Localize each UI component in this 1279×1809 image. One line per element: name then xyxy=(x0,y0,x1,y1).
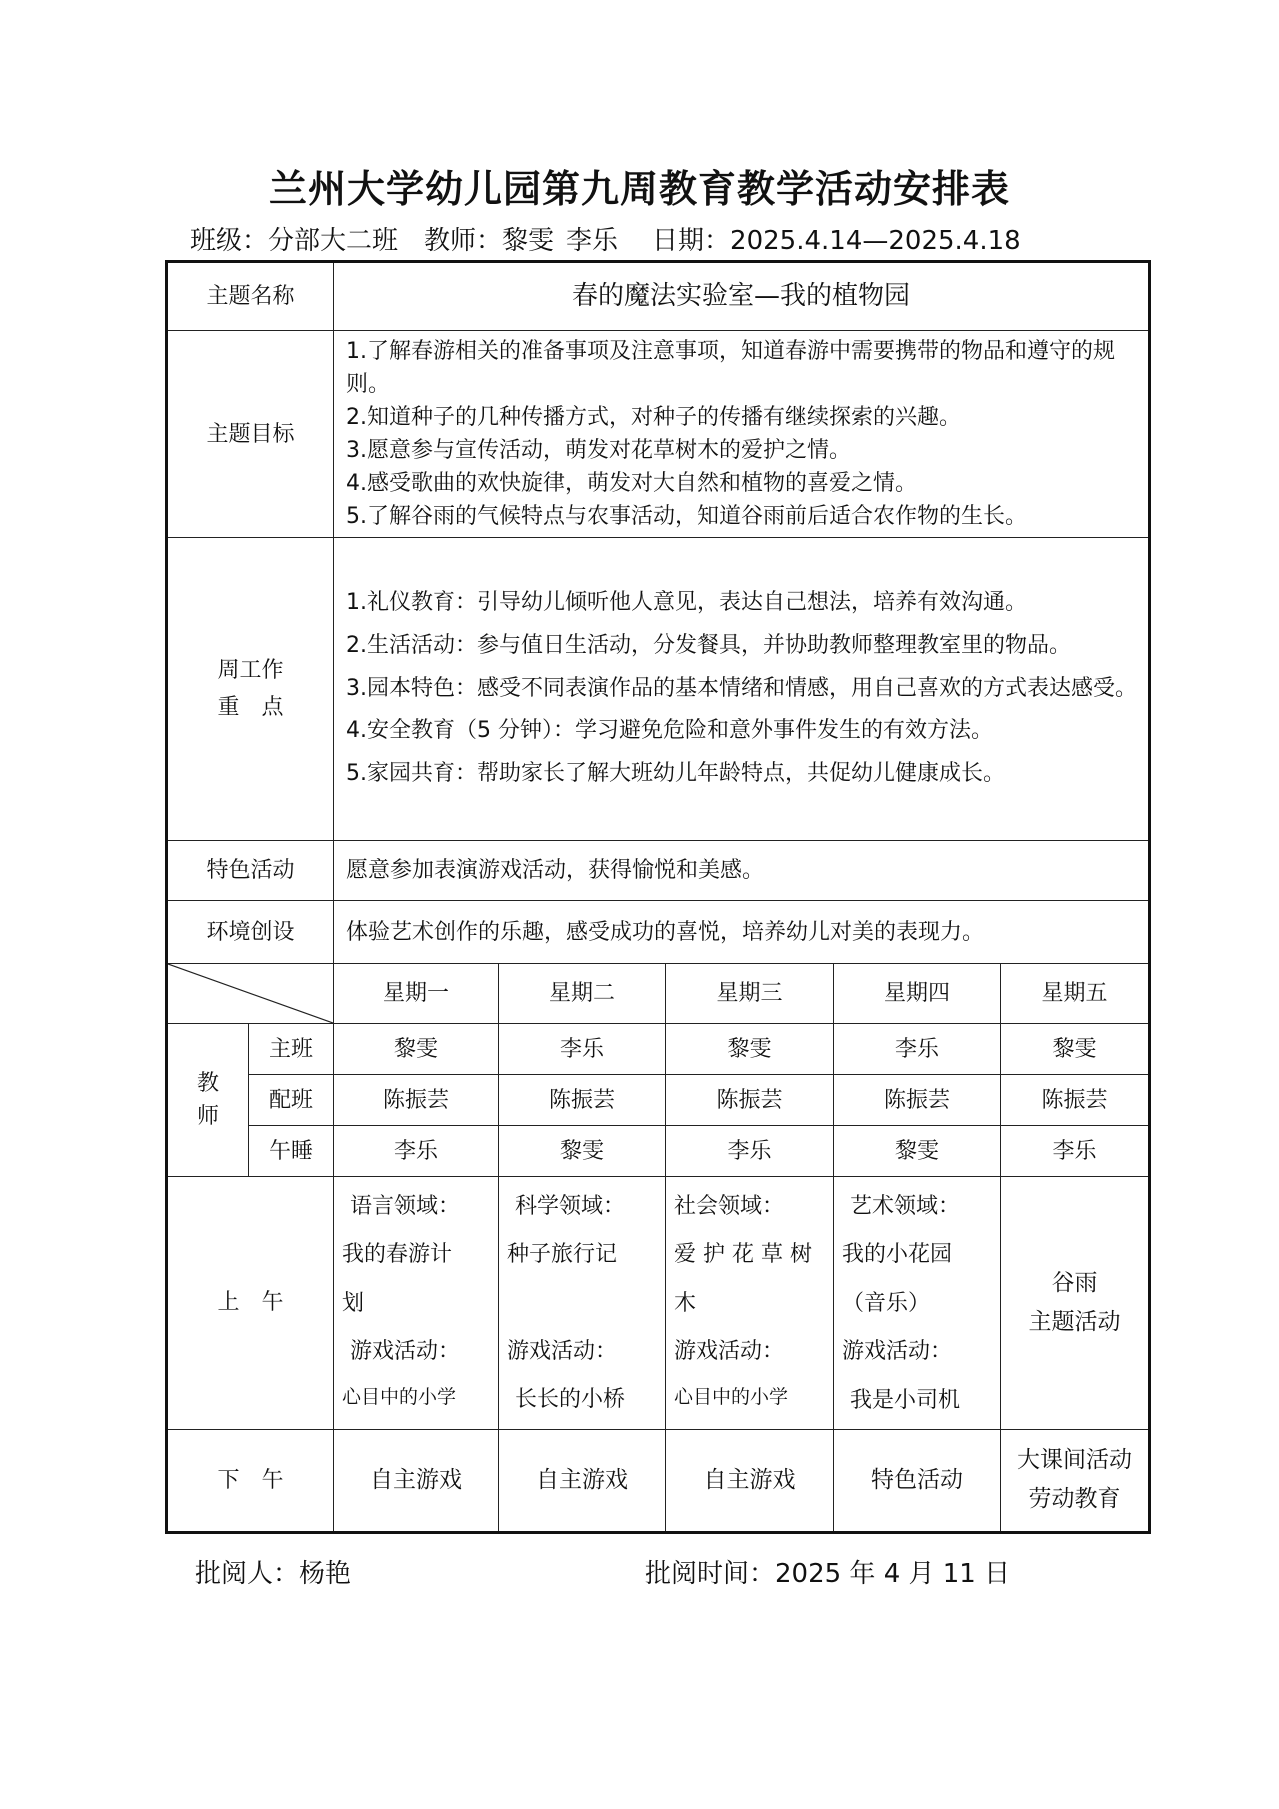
review-time-label: 批阅时间：2025 年 4 月 11 日 xyxy=(645,1559,1011,1589)
morning-game-label: 游戏活动： xyxy=(674,1339,785,1365)
teacher-role: 配班 xyxy=(249,1075,334,1126)
day-header-tue: 星期二 xyxy=(499,964,666,1024)
focus-item: 2.生活活动：参与值日生活动，分发餐具，并协助教师整理教室里的物品。 xyxy=(346,632,1072,658)
morning-cell-fri xyxy=(1001,1177,1150,1430)
teacher-role: 主班 xyxy=(249,1024,334,1075)
morning-cell-tue xyxy=(499,1177,666,1430)
reviewer-label: 批阅人：杨艳 xyxy=(195,1559,352,1589)
teacher-name: 李乐 xyxy=(834,1024,1001,1075)
morning-cell-wed xyxy=(666,1177,834,1430)
afternoon-fri-line1: 大课间活动 xyxy=(1017,1447,1133,1474)
afternoon-label: 下 午 xyxy=(167,1429,334,1532)
page-title: 兰州大学幼儿园第九周教育教学活动安排表 xyxy=(268,167,1010,211)
teacher-name: 黎雯 xyxy=(834,1126,1001,1177)
morning-lesson-cont: （音乐） xyxy=(842,1290,931,1316)
theme-goal-row xyxy=(167,331,1150,538)
diagonal-line xyxy=(168,964,333,1023)
focus-item: 4.安全教育（5 分钟）：学习避免危险和意外事件发生的有效方法。 xyxy=(346,718,993,744)
teacher-side-char-2: 师 xyxy=(196,1104,219,1129)
focus-item: 5.家园共育：帮助家长了解大班幼儿年龄特点，共促幼儿健康成长。 xyxy=(346,761,1006,787)
days-header-row xyxy=(167,964,1150,1024)
afternoon-row xyxy=(167,1429,1150,1532)
afternoon-cell-fri xyxy=(1001,1429,1150,1532)
teacher-name: 陈振芸 xyxy=(666,1075,834,1126)
weekly-focus-label-line2: 重 点 xyxy=(217,695,284,720)
morning-lesson: 我的小花园 xyxy=(842,1242,953,1268)
morning-lesson-cont: 木 xyxy=(674,1290,697,1316)
special-activity-row xyxy=(167,841,1150,901)
teacher-name: 李乐 xyxy=(666,1126,834,1177)
theme-name-row xyxy=(167,262,1150,331)
focus-item: 1.礼仪教育：引导幼儿倾听他人意见，表达自己想法，培养有效沟通。 xyxy=(346,589,1028,615)
teacher-name: 陈振芸 xyxy=(834,1075,1001,1126)
morning-game: 我是小司机 xyxy=(850,1387,961,1413)
goal-item: 1.了解春游相关的准备事项及注意事项，知道春游中需要携带的物品和遵守的规则。 xyxy=(346,339,1116,397)
teacher-name: 陈振芸 xyxy=(499,1075,666,1126)
afternoon-cell-tue: 自主游戏 xyxy=(499,1429,666,1532)
special-activity-value: 愿意参加表演游戏活动，获得愉悦和美感。 xyxy=(334,841,1150,901)
goal-item: 5.了解谷雨的气候特点与农事活动，知道谷雨前后适合农作物的生长。 xyxy=(346,504,1028,529)
teacher-side-label xyxy=(167,1024,249,1177)
morning-cell-mon xyxy=(334,1177,499,1430)
morning-domain: 艺术领域： xyxy=(850,1194,961,1219)
day-header-thu: 星期四 xyxy=(834,964,1001,1024)
teacher-name: 李乐 xyxy=(499,1024,666,1075)
class-info-line xyxy=(190,220,1021,257)
morning-game: 长长的小桥 xyxy=(515,1387,626,1413)
teacher-role: 午睡 xyxy=(249,1126,334,1177)
morning-fri-line2: 主题活动 xyxy=(1028,1308,1121,1335)
theme-goal-label: 主题目标 xyxy=(167,331,334,538)
diagonal-header-cell xyxy=(167,964,334,1024)
teacher2-label: 李乐 xyxy=(566,226,619,256)
morning-domain: 科学领域： xyxy=(515,1194,626,1219)
theme-name-label: 主题名称 xyxy=(167,262,334,331)
teacher-name: 陈振芸 xyxy=(334,1075,499,1126)
afternoon-cell-thu: 特色活动 xyxy=(834,1429,1001,1532)
weekly-focus-label xyxy=(167,538,334,841)
teacher-name: 黎雯 xyxy=(499,1126,666,1177)
environment-row xyxy=(167,901,1150,964)
morning-game-label: 游戏活动： xyxy=(507,1338,618,1364)
theme-name-value: 春的魔法实验室—我的植物园 xyxy=(334,262,1150,331)
teacher-label: 教师：黎雯 xyxy=(424,226,555,256)
morning-lesson-cont: 划 xyxy=(342,1290,365,1316)
teacher-row-main xyxy=(167,1024,1150,1075)
goal-item: 2.知道种子的几种传播方式，对种子的传播有继续探索的兴趣。 xyxy=(346,405,962,430)
weekly-focus-label-line1: 周工作 xyxy=(217,657,284,683)
morning-game-label: 游戏活动： xyxy=(842,1339,953,1365)
morning-lesson: 爱 护 花 草 树 xyxy=(674,1242,812,1268)
goal-item: 4.感受歌曲的欢快旋律，萌发对大自然和植物的喜爱之情。 xyxy=(346,471,918,496)
teacher-side-char-1: 教 xyxy=(196,1071,219,1096)
morning-cell-thu xyxy=(834,1177,1001,1430)
goal-item: 3.愿意参与宣传活动，萌发对花草树木的爱护之情。 xyxy=(346,438,852,463)
day-header-wed: 星期三 xyxy=(666,964,834,1024)
morning-game-label: 游戏活动： xyxy=(350,1339,461,1365)
morning-game: 心目中的小学 xyxy=(342,1385,457,1408)
teacher-name: 李乐 xyxy=(334,1126,499,1177)
afternoon-fri-line2: 劳动教育 xyxy=(1028,1486,1121,1513)
morning-fri-line1: 谷雨 xyxy=(1051,1269,1098,1296)
teacher-name: 黎雯 xyxy=(334,1024,499,1075)
afternoon-cell-mon: 自主游戏 xyxy=(334,1429,499,1532)
theme-goal-list xyxy=(334,331,1150,538)
teacher-row-nap xyxy=(167,1126,1150,1177)
afternoon-cell-wed: 自主游戏 xyxy=(666,1429,834,1532)
teacher-name: 李乐 xyxy=(1001,1126,1150,1177)
focus-item: 3.园本特色：感受不同表演作品的基本情绪和情感，用自己喜欢的方式表达感受。 xyxy=(346,675,1138,701)
date-label: 日期：2025.4.14—2025.4.18 xyxy=(652,226,1021,256)
morning-domain: 社会领域： xyxy=(674,1194,785,1219)
environment-value: 体验艺术创作的乐趣，感受成功的喜悦，培养幼儿对美的表现力。 xyxy=(334,901,1150,964)
day-header-fri: 星期五 xyxy=(1001,964,1150,1024)
weekly-focus-row xyxy=(167,538,1150,841)
teacher-name: 黎雯 xyxy=(1001,1024,1150,1075)
special-activity-label: 特色活动 xyxy=(167,841,334,901)
morning-lesson: 种子旅行记 xyxy=(507,1242,618,1268)
weekly-focus-list xyxy=(334,538,1150,841)
class-label: 班级：分部大二班 xyxy=(190,226,399,256)
morning-label: 上 午 xyxy=(167,1177,334,1430)
teacher-row-assist xyxy=(167,1075,1150,1126)
teacher-name: 陈振芸 xyxy=(1001,1075,1150,1126)
morning-lesson: 我的春游计 xyxy=(342,1242,453,1268)
morning-game: 心目中的小学 xyxy=(674,1385,789,1408)
morning-row xyxy=(167,1177,1150,1430)
schedule-table xyxy=(165,260,1151,1534)
morning-lesson-cont xyxy=(507,1280,659,1328)
day-header-mon: 星期一 xyxy=(334,964,499,1024)
environment-label: 环境创设 xyxy=(167,901,334,964)
teacher-name: 黎雯 xyxy=(666,1024,834,1075)
morning-domain: 语言领域： xyxy=(350,1194,461,1219)
